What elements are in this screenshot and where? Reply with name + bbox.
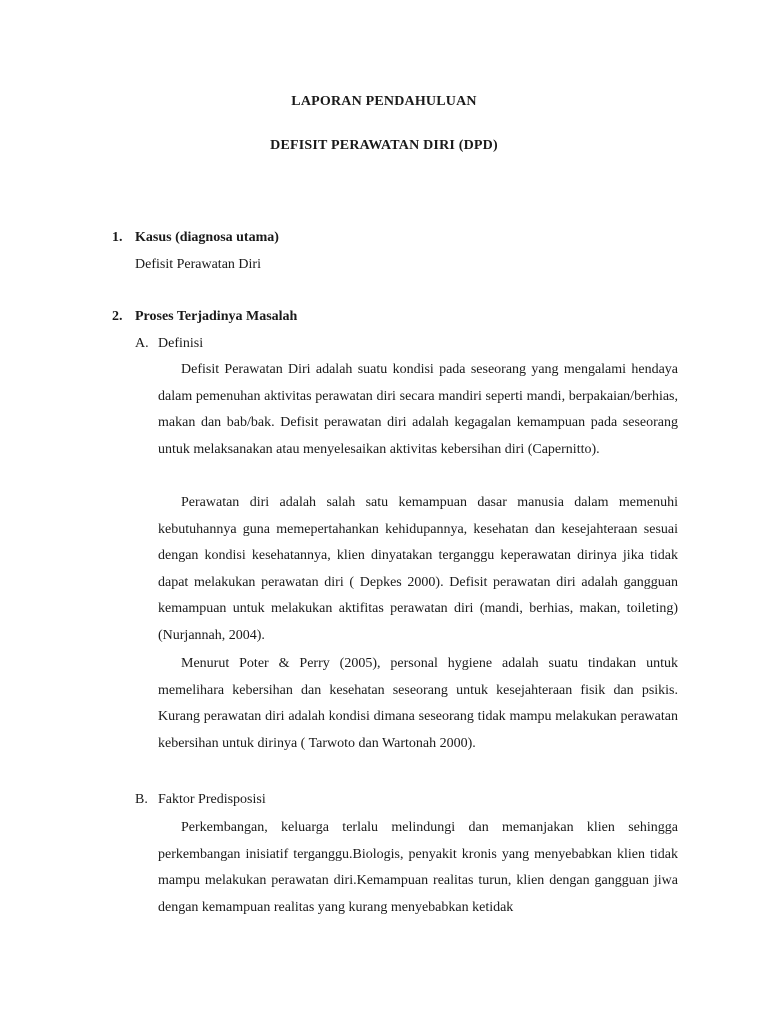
section-1-heading	[112, 230, 279, 246]
subsection-b-title: Faktor Predisposisi	[158, 792, 266, 807]
section-1-title: Kasus (diagnosa utama)	[135, 230, 279, 245]
subsection-b-letter: B.	[135, 792, 148, 807]
definition-paragraph-1: Defisit Perawatan Diri adalah suatu kondisi pada seseorang yang mengalami hendaya dalam pemenuhan aktivitas perawatan diri secara mandiri seperti mandi, berpakaian/berhias, makan dan bab/bak. Defisit perawatan diri adalah kegagalan kemampuan pada seseorang untuk melaksanakan atau menyelesaikan aktivitas kebersihan diri (Capernitto).	[158, 362, 678, 457]
subsection-a-title: Definisi	[158, 336, 204, 351]
section-1-text: Defisit Perawatan Diri	[135, 257, 261, 272]
definition-paragraph-2: Perawatan diri adalah salah satu kemampuan dasar manusia dalam memenuhi kebutuhannya guna memepertahankan kehidupannya, kesehatan dan kesejahteraan sesuai dengan kondisi kesehatannya, klien dinyatakan terganggu keperawatan dirinya jika tidak dapat melakukan perawatan diri ( Depkes 2000). Defisit perawatan diri adalah gangguan kemampuan untuk melakukan aktifitas perawatan diri (mandi, berhias, makan, toileting) (Nurjannah, 2004).	[158, 495, 678, 643]
section-2-heading	[112, 309, 297, 325]
section-1-number: 1.	[112, 230, 123, 245]
section-2-number: 2.	[112, 309, 123, 324]
definition-paragraph-3: Menurut Poter & Perry (2005), personal hygiene adalah suatu tindakan untuk memelihara kebersihan dan kesehatan seseorang untuk kesejahteraan fisik dan psikis. Kurang perawatan diri adalah kondisi dimana seseorang tidak mampu melakukan perawatan kebersihan untuk dirinya ( Tarwoto dan Wartonah 2000).	[158, 656, 678, 751]
subsection-a-letter: A.	[135, 336, 149, 351]
document-subtitle: DEFISIT PERAWATAN DIRI (DPD)	[270, 138, 498, 153]
subsection-b-heading	[135, 792, 266, 808]
section-2-title: Proses Terjadinya Masalah	[135, 309, 298, 324]
document-title: LAPORAN PENDAHULUAN	[291, 94, 477, 109]
predisposition-paragraph-1: Perkembangan, keluarga terlalu melindungi dan memanjakan klien sehingga perkembangan inisiatif terganggu.Biologis, penyakit kronis yang menyebabkan klien tidak mampu melakukan perawatan diri.Kemampuan realitas turun, klien dengan gangguan jiwa dengan kemampuan realitas yang kurang menyebabkan ketidak	[158, 820, 678, 915]
subsection-a-heading	[135, 336, 203, 352]
